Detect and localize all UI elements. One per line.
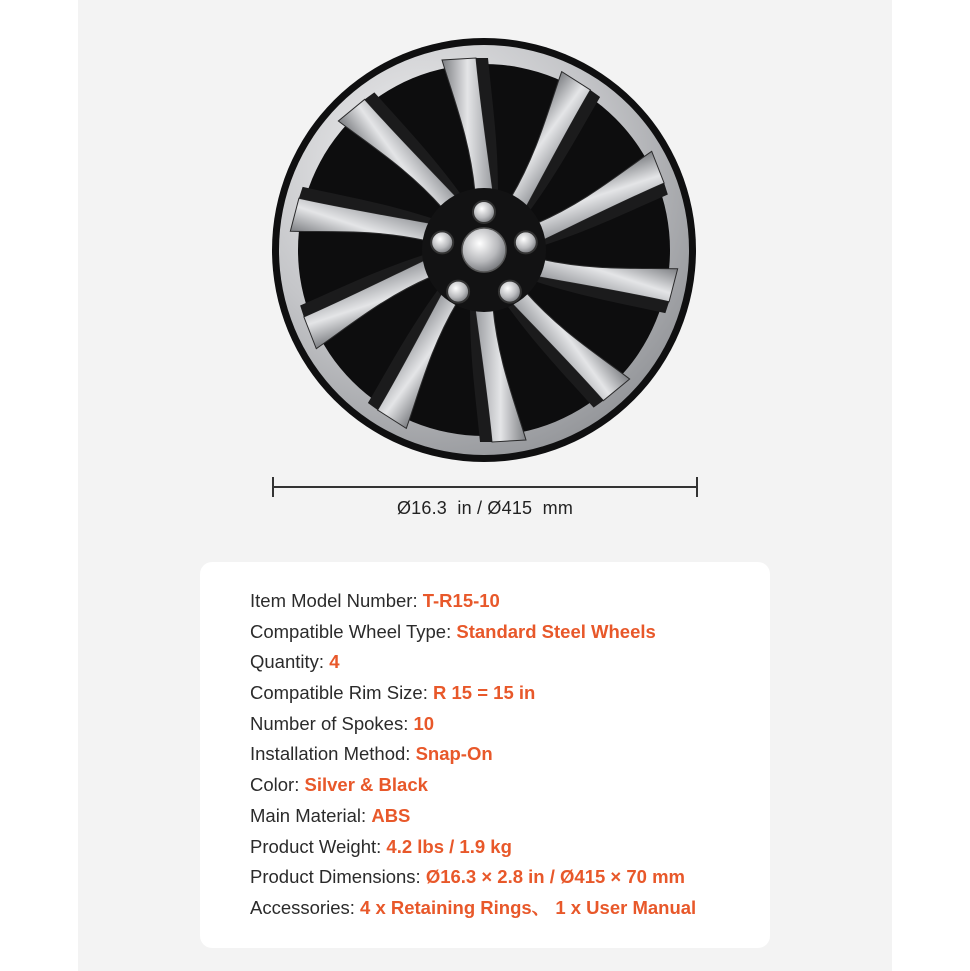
- spec-value: Snap-On: [415, 743, 493, 765]
- spec-row: [250, 739, 696, 770]
- spec-row: [250, 832, 696, 863]
- lug-nut: [473, 201, 495, 223]
- spec-row: [250, 586, 696, 617]
- spec-row: [250, 678, 696, 709]
- diameter-label: Ø16.3 in / Ø415 mm: [396, 498, 574, 518]
- dimension-tick-left: [272, 477, 274, 497]
- spec-value: ABS: [371, 804, 411, 826]
- spec-card: [200, 562, 770, 948]
- diameter-dimension-line: [272, 477, 698, 497]
- spec-label: Color:: [250, 774, 305, 796]
- spec-row: [250, 617, 696, 648]
- spec-value: T-R15-10: [422, 590, 500, 611]
- spec-label: Product Weight:: [250, 835, 387, 857]
- spec-row: [250, 770, 696, 801]
- dimension-bar: [272, 486, 698, 488]
- spec-label: Compatible Rim Size:: [250, 682, 434, 704]
- lug-nut: [431, 231, 453, 253]
- spec-label: Quantity:: [250, 651, 330, 673]
- spec-value: 10: [413, 712, 435, 734]
- spec-label: Compatible Wheel Type:: [250, 620, 457, 642]
- lug-nut: [499, 281, 521, 303]
- spec-label: Accessories:: [250, 896, 361, 918]
- spec-value: 4 x Retaining Rings、 1 x User Manual: [360, 896, 697, 918]
- lug-nut: [447, 281, 469, 303]
- spec-row: [250, 709, 696, 740]
- spec-row: [250, 801, 696, 832]
- spec-row: [250, 893, 696, 924]
- spec-row: [250, 647, 696, 678]
- lug-nut: [515, 231, 537, 253]
- spec-label: Item Model Number:: [250, 590, 423, 611]
- spec-value: Ø16.3 × 2.8 in / Ø415 × 70 mm: [425, 866, 685, 888]
- spec-value: 4: [329, 651, 340, 673]
- spec-label: Main Material:: [250, 804, 372, 826]
- spec-label: Product Dimensions:: [250, 866, 426, 888]
- spec-value: Standard Steel Wheels: [456, 620, 656, 642]
- wheel-cover-graphic: [270, 36, 698, 464]
- spec-label: Number of Spokes:: [250, 712, 414, 734]
- spec-value: Silver & Black: [304, 774, 428, 796]
- spec-row: [250, 862, 696, 893]
- center-cap: [462, 228, 506, 272]
- spec-label: Installation Method:: [250, 743, 416, 765]
- spec-value: R 15 = 15 in: [433, 682, 536, 704]
- dimension-tick-right: [696, 477, 698, 497]
- spec-value: 4.2 lbs / 1.9 kg: [386, 835, 512, 857]
- wheel-cover-image: [270, 36, 698, 464]
- spec-list: [250, 586, 696, 924]
